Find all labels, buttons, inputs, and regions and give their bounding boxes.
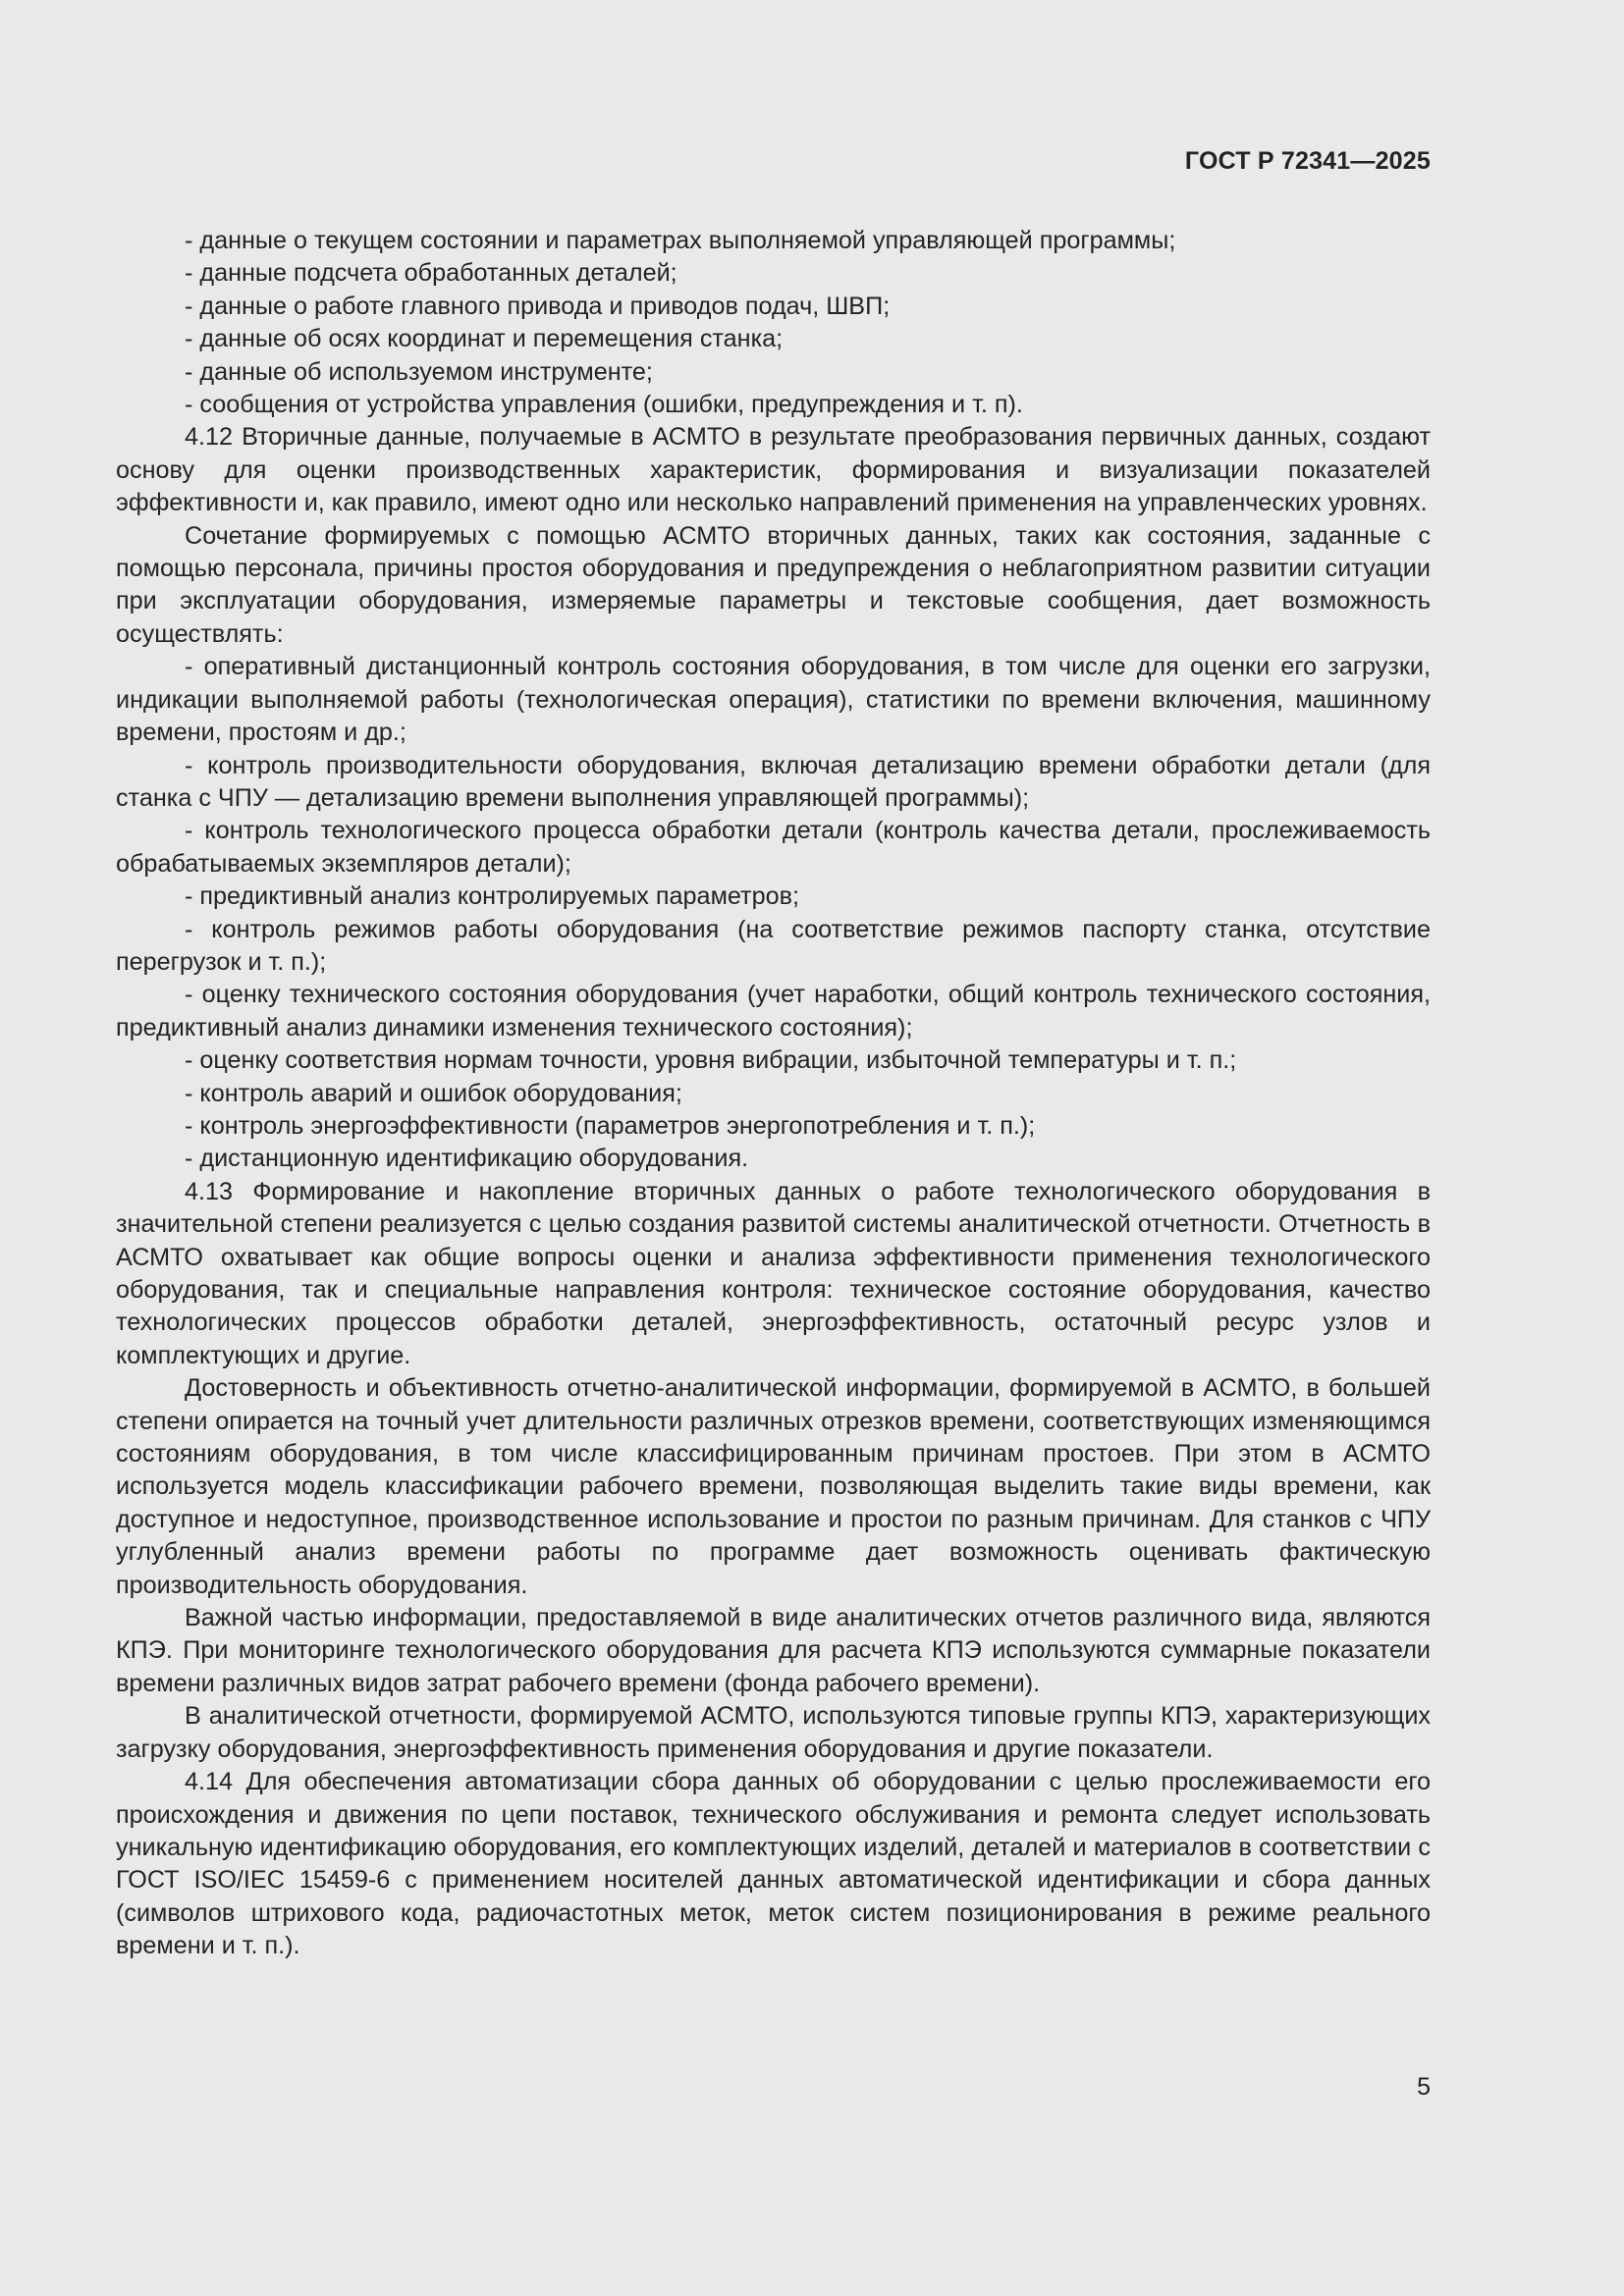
list-item: - оценку соответствия нормам точности, уровня вибрации, избыточной температуры и т. п.;: [185, 1046, 1237, 1075]
list-item: - оперативный дистанционный контроль состояния оборудования, в том числе для оценки его загрузки, индикации выполняемой работы (технологическая операция), статистики по времени включения, машинному времени, простоям и др.;: [116, 653, 1431, 747]
list-item: - дистанционную идентификацию оборудования.: [185, 1145, 749, 1173]
list-item: - данные об используемом инструменте;: [185, 357, 653, 386]
list-item: - данные о работе главного привода и приводов подач, ШВП;: [185, 292, 891, 320]
paragraph: Достоверность и объективность отчетно-аналитической информации, формируемой в АСМТО, в большей степени опирается на точный учет длительности различных отрезков времени, соответствующих изменяющимся состояниям оборудования, в том числе классифицированным причинам простоев. При этом в АСМТО используется модель классификации рабочего времени, позволяющая выделить такие виды времени, как доступное и недоступное, производственное использование и простои по разным причинам. Для станков с ЧПУ углубленный анализ времени работы по программе дает возможность оценивать фактическую производительность оборудования.: [116, 1374, 1431, 1599]
paragraph: В аналитической отчетности, формируемой АСМТО, используются типовые группы КПЭ, характеризующих загрузку оборудования, энергоэффективность применения оборудования и другие показатели.: [116, 1702, 1431, 1763]
list-item: - данные подсчета обработанных деталей;: [185, 259, 677, 288]
page-number: 5: [1417, 2073, 1431, 2101]
list-item: - предиктивный анализ контролируемых параметров;: [185, 882, 799, 911]
list-item: - оценку технического состояния оборудования (учет наработки, общий контроль технического состояния, предиктивный анализ динамики изменения технического состояния);: [116, 981, 1431, 1041]
list-item: - контроль аварий и ошибок оборудования;: [185, 1079, 682, 1107]
paragraph: Важной частью информации, предоставляемой в виде аналитических отчетов различного вида, являются КПЭ. При мониторинге технологического оборудования для расчета КПЭ используются суммарные показатели времени различных видов затрат рабочего времени (фонда рабочего времени).: [116, 1604, 1431, 1697]
list-item: - данные об осях координат и перемещения станка;: [185, 325, 784, 353]
list-item: - контроль энергоэффективности (параметров энергопотребления и т. п.);: [185, 1111, 1036, 1140]
paragraph-4-13: 4.13 Формирование и накопление вторичных данных о работе технологического оборудования в значительной степени реализуется с целью создания развитой системы аналитической отчетности. Отчетность в АСМТО охватывает как общие вопросы оценки и анализа эффективности применения технологического оборудования, так и специальные направления контроля: техническое состояние оборудования, качество технологических процессов обработки деталей, энергоэффективность, остаточный ресурс узлов и комплектующих и другие.: [116, 1177, 1431, 1369]
document-code-header: ГОСТ Р 72341—2025: [1184, 147, 1431, 175]
list-item: - контроль режимов работы оборудования (на соответствие режимов паспорту станка, отсутствие перегрузок и т. п.);: [116, 915, 1431, 976]
paragraph-4-12: 4.12 Вторичные данные, получаемые в АСМТО в результате преобразования первичных данных, создают основу для оценки производственных характеристик, формирования и визуализации показателей эффективности и, как правило, имеют одно или несколько направлений применения на управленческих уровнях.: [116, 423, 1431, 517]
paragraph-4-14: 4.14 Для обеспечения автоматизации сбора данных об оборудовании с целью прослеживаемости его происхождения и движения по цепи поставок, технического обслуживания и ремонта следует использовать уникальную идентификацию оборудования, его комплектующих изделий, деталей и материалов в соответствии с ГОСТ ISO/IEC 15459-6 с применением носителей данных автоматической идентификации и сбора данных (символов штрихового кода, радиочастотных меток, меток систем позиционирования в режиме реального времени и т. п.).: [116, 1768, 1431, 1960]
paragraph: Сочетание формируемых с помощью АСМТО вторичных данных, таких как состояния, заданные с помощью персонала, причины простоя оборудования и предупреждения о неблагоприятном развитии ситуации при эксплуатации оборудования, измеряемые параметры и текстовые сообщения, дает возможность осуществлять:: [116, 521, 1431, 648]
list-item: - данные о текущем состоянии и параметрах выполняемой управляющей программы;: [185, 227, 1176, 254]
page-body: [116, 225, 1431, 1963]
list-item: - сообщения от устройства управления (ошибки, предупреждения и т. п).: [185, 391, 1023, 419]
list-item: - контроль производительности оборудования, включая детализацию времени обработки детали (для станка с ЧПУ — детализацию времени выполнения управляющей программы);: [116, 751, 1431, 812]
list-item: - контроль технологического процесса обработки детали (контроль качества детали, прослеживаемость обрабатываемых экземпляров детали);: [116, 817, 1431, 878]
